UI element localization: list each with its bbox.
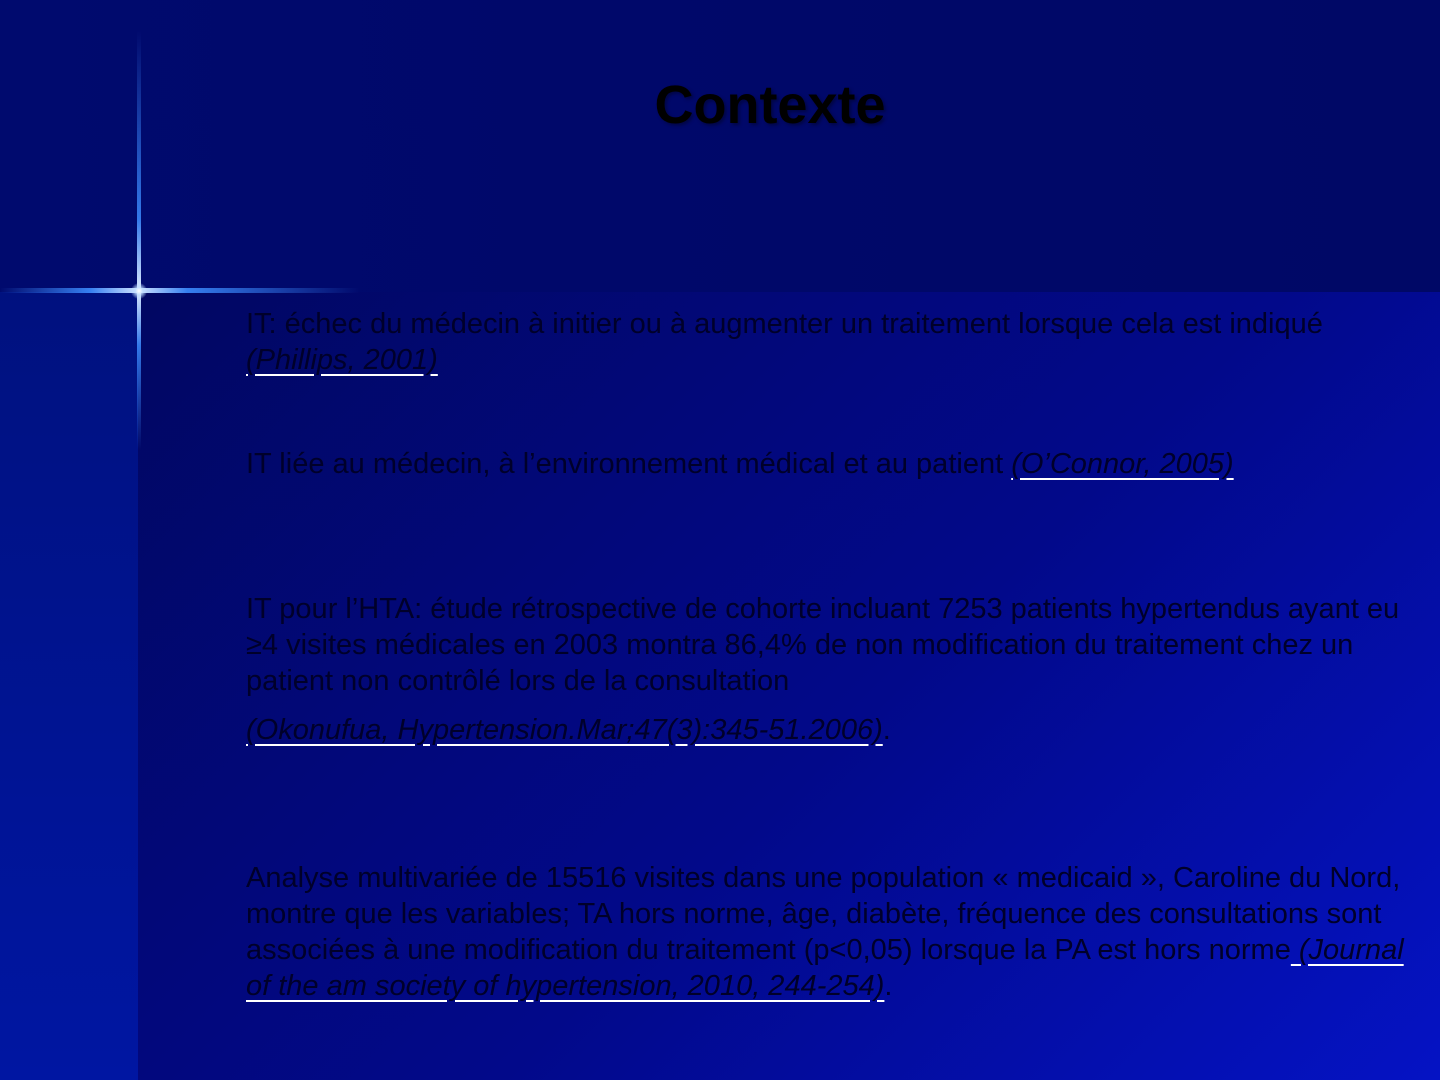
background-top-band: [0, 0, 1440, 292]
star-flare-horizontal: [0, 288, 360, 293]
citation-link[interactable]: (Journal of the am society of hypertension, 2010, 244-254): [246, 934, 1404, 1002]
paragraph-suffix: .: [884, 970, 893, 1002]
paragraph-definition: [246, 306, 1406, 378]
paragraph-text: IT: échec du médecin à initier ou à augmenter un traitement lorsque cela est indiqué: [246, 308, 1323, 340]
slide-title: Contexte: [654, 75, 886, 135]
paragraph-text: IT liée au médecin, à l’environnement médical et au patient: [246, 448, 1012, 480]
citation-link[interactable]: (Okonufua, Hypertension.Mar;47(3):345-51.2006): [246, 714, 883, 746]
paragraph-text: Analyse multivariée de 15516 visites dans une population « medicaid », Caroline du Nord, montre que les variables; TA hors norme, âge, diabète, fréquence des consultations sont associées à une modification du traitement (p<0,05) lorsque la PA est hors norme: [246, 862, 1401, 966]
paragraph-text: IT pour l’HTA: étude rétrospective de cohorte incluant 7253 patients hypertendus ayant eu ≥4 visites médicales en 2003 montra 86,4% de non modification du traitement chez un patient non contrôlé lors de la consultation: [246, 593, 1400, 697]
star-sparkle-icon: [131, 283, 147, 299]
paragraph-suffix: .: [882, 714, 891, 746]
citation-link[interactable]: (Phillips, 2001): [246, 344, 438, 376]
citation-link[interactable]: (O’Connor, 2005): [1011, 448, 1234, 480]
background-left-band: [0, 292, 138, 1080]
paragraph-hta-study: [246, 591, 1406, 699]
paragraph-factors: [246, 446, 1406, 482]
paragraph-hta-citation: [246, 712, 1406, 748]
paragraph-multivariate-analysis: [246, 860, 1406, 1004]
